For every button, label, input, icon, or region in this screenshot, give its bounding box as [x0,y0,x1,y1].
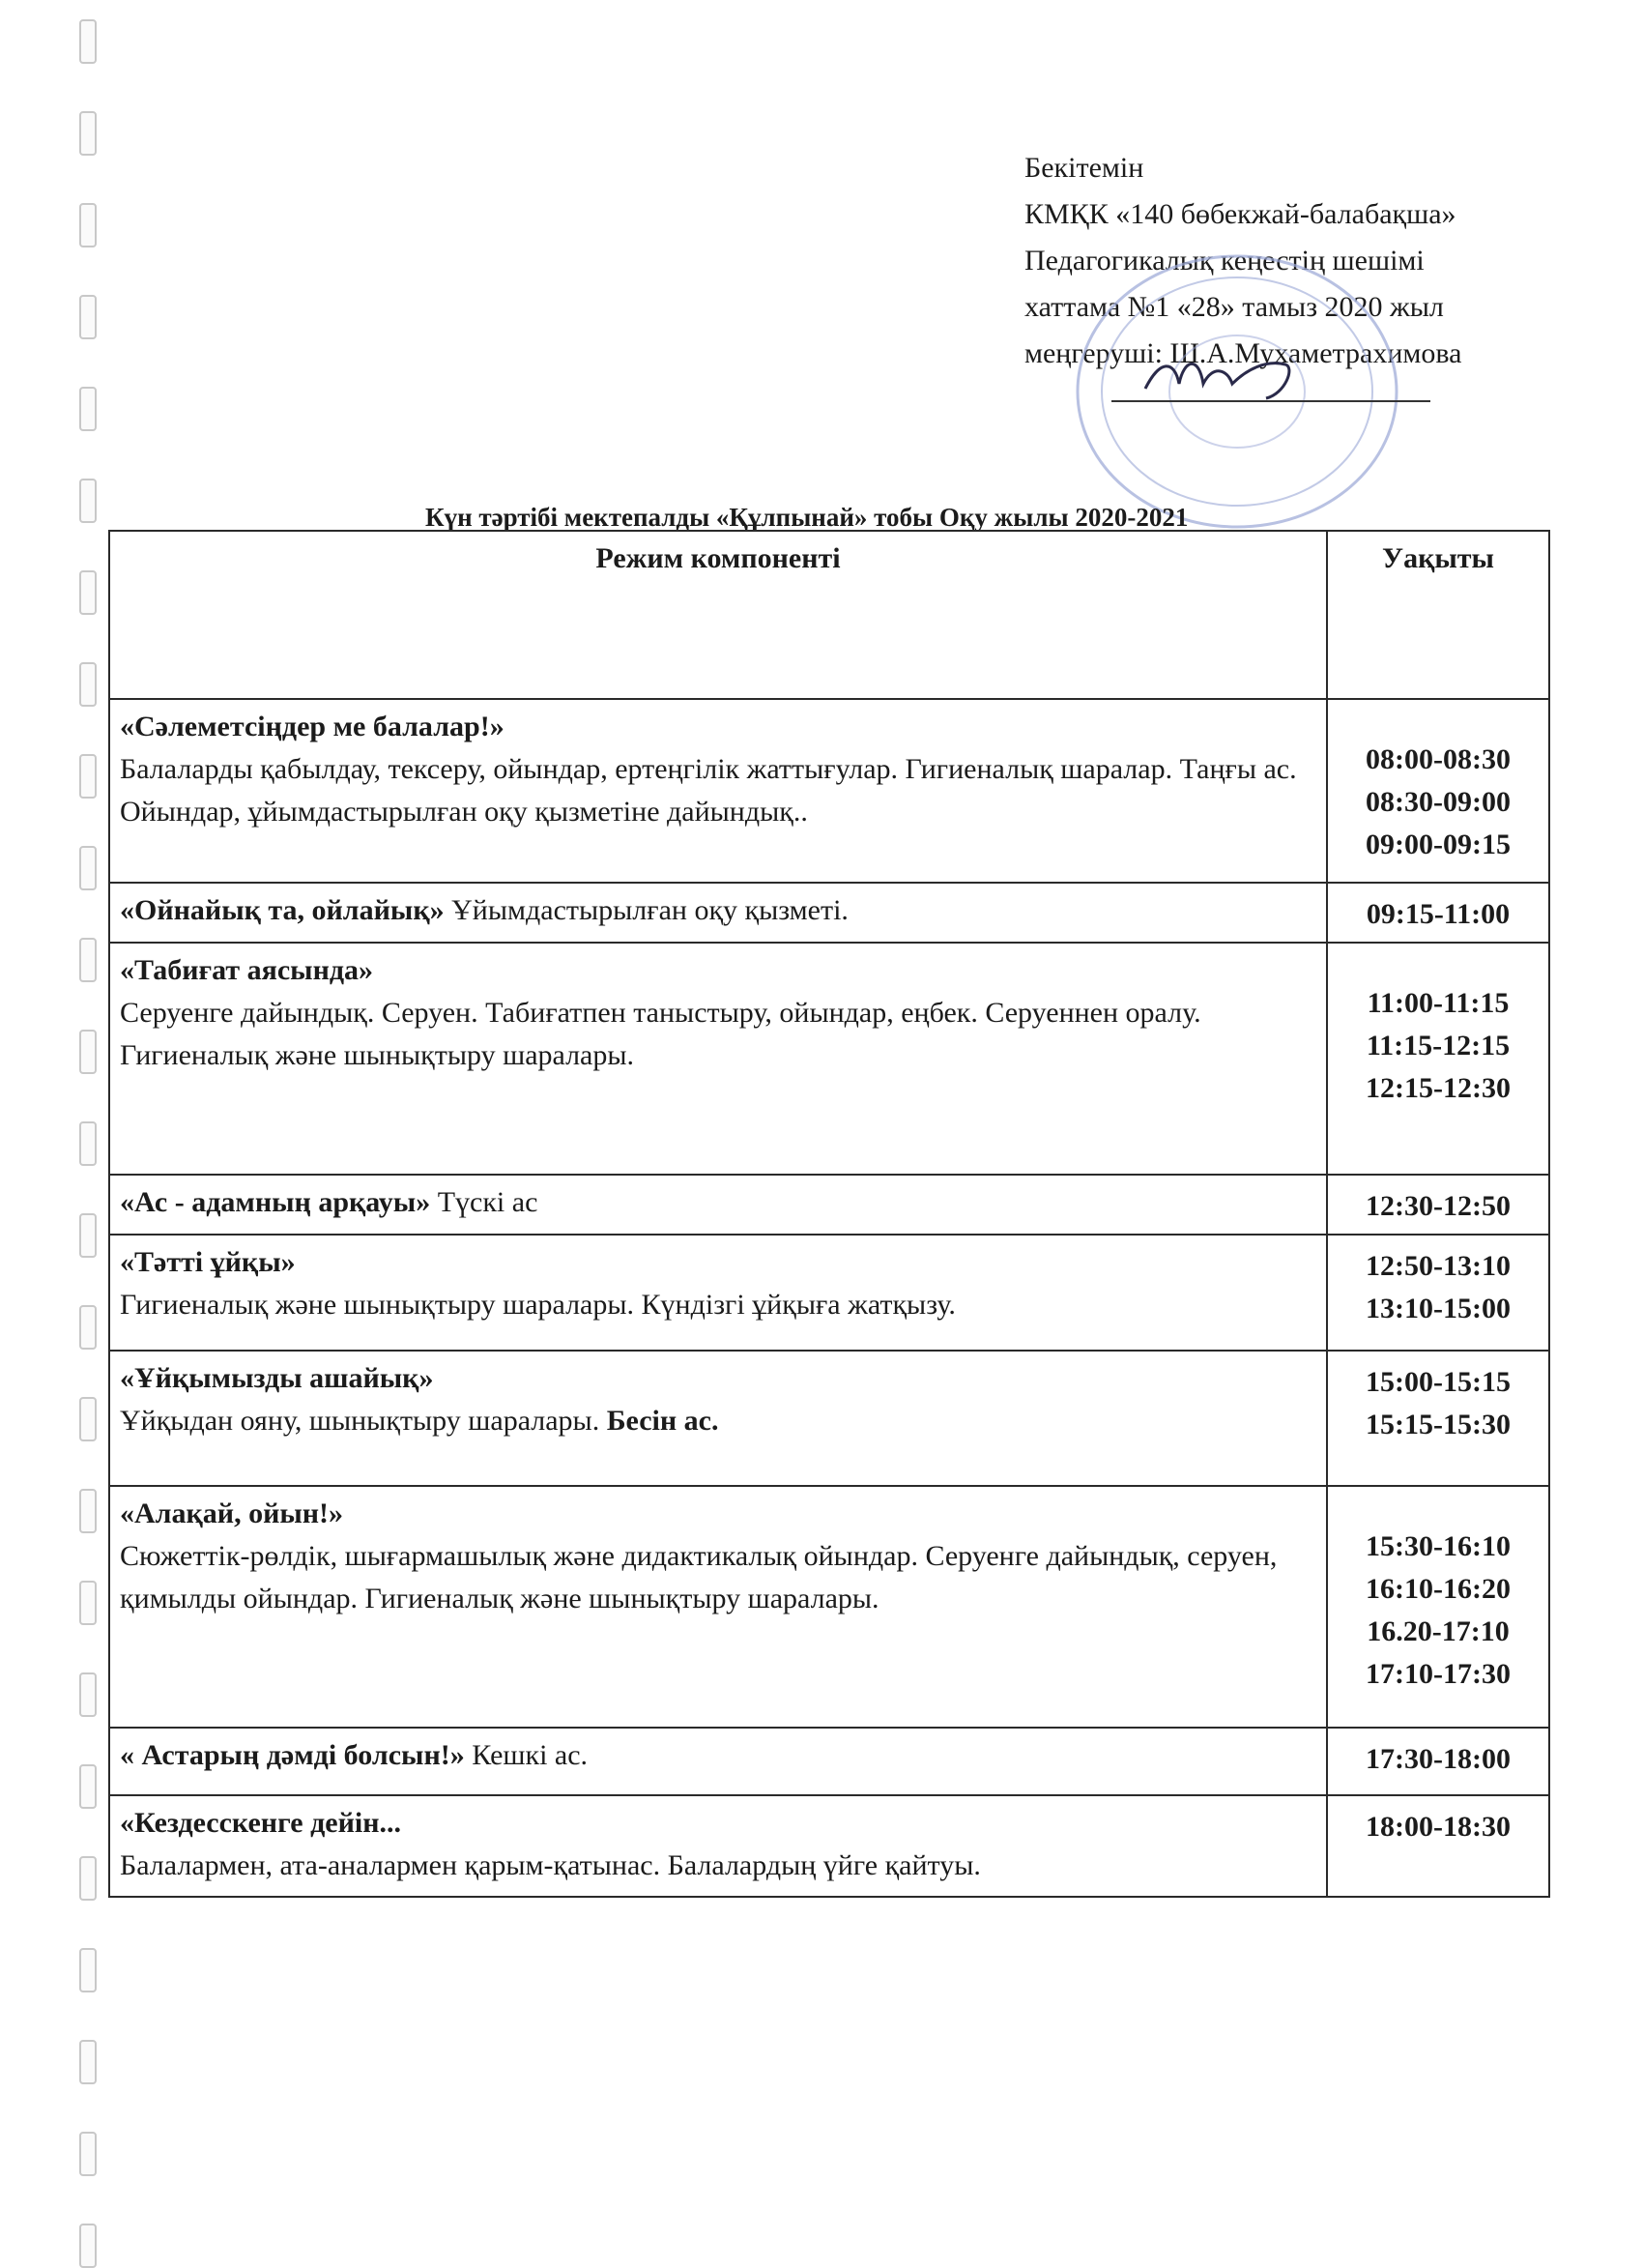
row-text: Түскі ас [430,1186,538,1218]
row-title: «Ас - адамның арқауы» [120,1186,431,1218]
time-range: 08:00-08:30 [1366,743,1511,775]
time-range: 17:10-17:30 [1366,1658,1511,1690]
time-range: 15:00-15:15 [1366,1366,1511,1398]
row-text: Балаларды қабылдау, тексеру, ойындар, ертеңгілік жаттығулар. Гигиеналық шаралар. Таңғы ас. Ойындар, ұйымдастырылған оқу қызметіне дайындық.. [120,753,1297,828]
time-range: 15:15-15:30 [1366,1409,1511,1440]
row-title: «Табиғат аясында» [120,954,374,986]
table-row [109,1235,1549,1351]
time-cell [1327,1351,1549,1486]
time-range: 13:10-15:00 [1366,1293,1511,1324]
row-title: «Кездесскенге дейін... [120,1807,402,1839]
time-range: 18:00-18:30 [1366,1811,1511,1843]
time-range: 12:15-12:30 [1366,1072,1511,1104]
table-row [109,1175,1549,1235]
table-row [109,1486,1549,1728]
row-title: «Ұйқымызды ашайық» [120,1362,434,1394]
component-cell [109,1175,1327,1235]
binding-hole [79,1764,97,1809]
time-cell [1327,1175,1549,1235]
approval-line-4: хаттама №1 «28» тамыз 2020 жыл [1024,291,1444,323]
row-text: Сюжеттік-рөлдік, шығармашылық және дидактикалық ойындар. Серуенге дайындық, серуен, қимылды ойындар. Гигиеналық және шынықтыру шаралары. [120,1540,1278,1614]
component-cell [109,699,1327,883]
time-range: 12:30-12:50 [1366,1190,1511,1222]
time-range: 17:30-18:00 [1366,1743,1511,1775]
binding-hole [79,19,97,64]
table-row [109,943,1549,1175]
row-title: «Сәлеметсіңдер ме балалар!» [120,711,504,742]
time-cell [1327,943,1549,1175]
row-text-bold: Бесін ас. [606,1405,719,1437]
time-range: 09:15-11:00 [1366,898,1511,930]
binding-hole [79,2132,97,2176]
binding-hole [79,111,97,156]
time-range: 08:30-09:00 [1366,786,1511,818]
component-cell [109,943,1327,1175]
binding-hole [79,1489,97,1533]
time-cell [1327,699,1549,883]
row-text: Кешкі ас. [464,1739,589,1771]
binding-hole [79,387,97,431]
table-row [109,1728,1549,1795]
table-body [109,699,1549,1897]
header-time: Уақыты [1327,531,1549,699]
row-text: Ұйқыдан ояну, шынықтыру шаралары. [120,1405,607,1437]
binding-hole [79,2224,97,2268]
table-row [109,699,1549,883]
binding-hole [79,479,97,523]
row-text: Ұйымдастырылған оқу қызметі. [444,894,849,926]
time-cell [1327,883,1549,943]
table-row [109,1795,1549,1897]
binding-hole [79,662,97,707]
row-text: Серуенге дайындық. Серуен. Табиғатпен таныстыру, ойындар, еңбек. Серуеннен оралу. Гигиеналық және шынықтыру шаралары. [120,997,1201,1071]
binding-hole [79,754,97,799]
binding-hole [79,1213,97,1258]
binding-hole [79,1581,97,1625]
header-component: Режим компоненті [109,531,1327,699]
time-range: 11:15-12:15 [1366,1030,1511,1061]
row-text: Гигиеналық және шынықтыру шаралары. Күндізгі ұйқыға жатқызу. [120,1289,956,1321]
binding-hole [79,1030,97,1074]
component-cell [109,1351,1327,1486]
component-cell [109,883,1327,943]
time-range: 12:50-13:10 [1366,1250,1511,1282]
binding-hole [79,203,97,247]
approval-line-1: Бекітемін [1024,152,1144,184]
binding-hole [79,1948,97,1992]
row-title: «Алақай, ойын!» [120,1497,344,1529]
binding-hole [79,1305,97,1350]
signature [1140,340,1314,408]
approval-line-3: Педагогикалық кеңестің шешімі [1024,245,1425,276]
time-cell [1327,1728,1549,1795]
table-row [109,1351,1549,1486]
component-cell [109,1795,1327,1897]
table-row [109,883,1549,943]
binding-hole [79,1856,97,1901]
time-cell [1327,1235,1549,1351]
component-cell [109,1728,1327,1795]
component-cell [109,1235,1327,1351]
approval-line-5: меңгеруші: Ш.А.Мухаметрахимова [1024,337,1462,369]
time-range: 15:30-16:10 [1366,1530,1511,1562]
time-range: 09:00-09:15 [1366,829,1511,860]
row-title: «Тәтті ұйқы» [120,1246,296,1278]
row-text: Балалармен, ата-аналармен қарым-қатынас. Балалардың үйге қайтуы. [120,1849,981,1881]
binding-hole [79,570,97,615]
time-range: 11:00-11:15 [1367,987,1510,1019]
binding-hole [79,295,97,339]
binding-hole [79,2040,97,2084]
binding-holes [79,0,108,2260]
binding-hole [79,938,97,982]
row-title: «Ойнайық та, ойлайық» [120,894,445,926]
document-title: Күн тәртібі мектепалды «Құлпынай» тобы Оқу жылы 2020-2021 [425,503,1189,532]
binding-hole [79,1672,97,1717]
component-cell [109,1486,1327,1728]
row-title: « Астарың дәмді болсын!» [120,1739,465,1771]
approval-line-2: КМҚК «140 бөбекжай-балабақша» [1024,198,1456,230]
binding-hole [79,1121,97,1166]
time-range: 16.20-17:10 [1367,1615,1510,1647]
time-cell [1327,1795,1549,1897]
binding-hole [79,1397,97,1441]
table-header-row [109,531,1549,699]
time-cell [1327,1486,1549,1728]
binding-hole [79,846,97,890]
schedule-table [108,530,1550,1898]
time-range: 16:10-16:20 [1366,1573,1511,1605]
signature-line [1111,400,1430,402]
